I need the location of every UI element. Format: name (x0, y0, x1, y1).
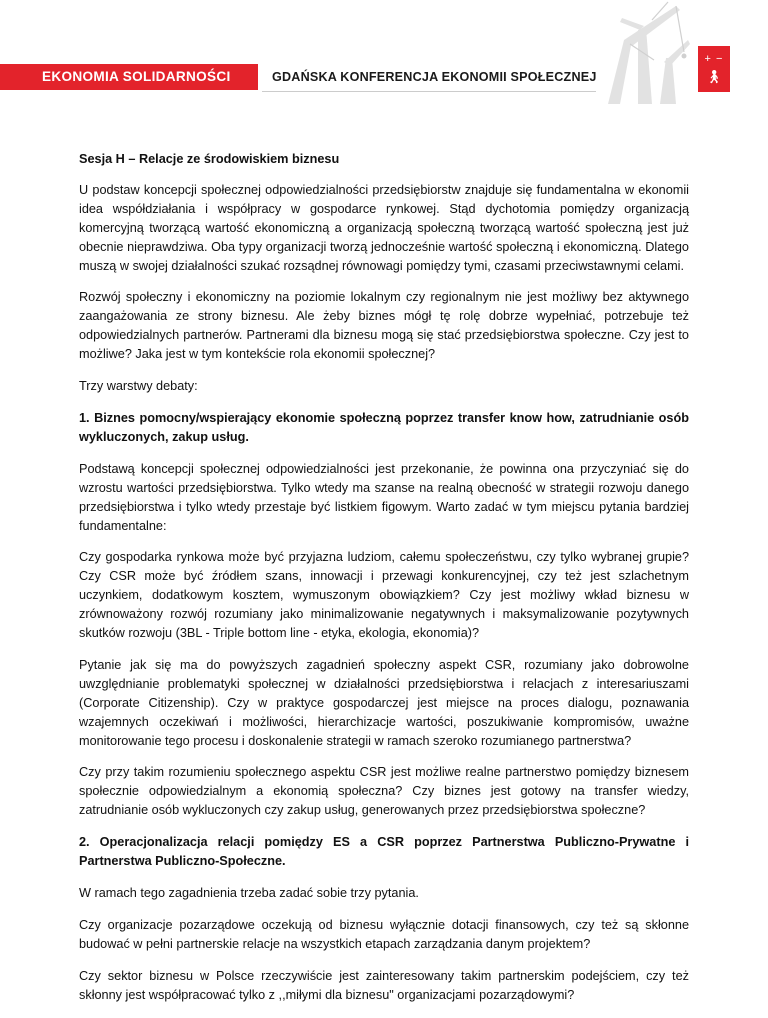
document-body (79, 150, 689, 1018)
page-header (0, 0, 768, 110)
paragraph-partnership: Czy przy takim rozumieniu społecznego aspektu CSR jest możliwe realne partnerstwo pomiędzy biznesem społecznie odpowiedzialnym a ekonomią społeczna? Czy biznes jest gotowy na transfer wiedzy, zatrudnianie osób wykluczonych czy zakup usług, generowanych przez przedsiębiorstwa społeczne? (79, 765, 689, 818)
brand-banner: EKONOMIA SOLIDARNOŚCI (0, 64, 258, 90)
conference-title: GDAŃSKA KONFERENCJA EKONOMII SPOŁECZNEJ (272, 70, 597, 84)
header-divider (262, 91, 596, 92)
paragraph-three-questions: W ramach tego zagadnienia trzeba zadać sobie trzy pytania. (79, 886, 419, 900)
paragraph-csr-basis: Podstawą koncepcji społecznej odpowiedzialności jest przekonanie, że powinna ona przyczyniać się do wzrostu wartości przedsiębiorstwa. Tylko wtedy ma szanse na realną obecność w strategii rozwoju danego przedsiębiorstwa i tylko wtedy przestaje być listkiem figowym. Warto zadać w tym miejscu pytania bardziej fundamentalne: (79, 461, 689, 533)
foundation-logo (698, 46, 730, 92)
shipyard-crane-graphic (580, 0, 700, 104)
paragraph-social-aspect: Pytanie jak się ma do powyższych zagadnień społeczny aspekt CSR, rozumiany jako dobrowolne uwzględnianie problematyki społecznej w działalności przedsiębiorstwa i relacjach z interesariuszami (Corporate Citizenship). Czy w praktyce gospodarczej jest miejsce na proces dialogu, poznawania wzajemnych oczekiwań i możliwości, hierarchizacje wartości, poszukiwanie kompromisów, uważne monitorowanie tego procesu i doskonalenie strategii w ramach szeroko rozumianego partnerstwa? (79, 657, 689, 748)
paragraph-ngo-question: Czy organizacje pozarządowe oczekują od biznesu wyłącznie dotacji finansowych, czy też są skłonne budować w pełni partnerskie relacje na wszystkich etapach zarządzania danym projektem? (79, 917, 689, 951)
paragraph-local-development: Rozwój społeczny i ekonomiczny na poziomie lokalnym czy regionalnym nie jest możliwy bez aktywnego zaangażowania ze strony biznesu. Ale żeby biznes mógł tę rolę dobrze wypełniać, potrzebuje też odpowiedzialnych partnerów. Partnerami dla biznesu mogą się stać przedsiębiorstwa społeczne. Czy jest to możliwe? Jaka jest w tym kontekście rola ekonomii społecznej? (79, 290, 689, 362)
paragraph-intro: U podstaw koncepcji społecznej odpowiedzialności przedsiębiorstw znajduje się fundamentalna w ekonomii idea współdziałania i współpracy w gospodarce rynkowej. Stąd dychotomia pomiędzy organizacją komercyjną tworzącą wartość ekonomiczną a organizacją społeczną tworzącą wartość społeczną jest już obecnie nieprawdziwa. Oba typy organizacji tworzą jednocześnie wartość społeczną i ekonomiczną. Dlatego muszą w swojej działalności szukać rozsądnej równowagi pomiędzy tymi, czasami przeciwstawnymi celami. (79, 182, 689, 273)
session-title: Sesja H – Relacje ze środowiskiem biznesu (79, 152, 340, 166)
plus-minus-icon: + − (704, 53, 724, 65)
paragraph-debate-layers: Trzy warstwy debaty: (79, 379, 198, 394)
section-heading-1: 1. Biznes pomocny/wspierający ekonomie społeczną poprzez transfer know how, zatrudnianie osób wykluczonych, zakup usług. (79, 410, 689, 444)
person-figure-icon: 🚶︎ (705, 69, 723, 84)
paragraph-market-questions: Czy gospodarka rynkowa może być przyjazna ludziom, całemu społeczeństwu, czy tylko wybranej grupie? Czy CSR może być źródłem szans, innowacji i przewagi konkurencyjnej, czy też jest szlachetnym uczynkiem, dodatkowym kosztem, wymuszonym obowiązkiem? Czy jest możliwy wkład biznesu w zrównoważony rozwój rozumiany jako minimalizowanie negatywnych i maksymalizowanie pozytywnych skutków rozwoju (3BL - Triple bottom line - etyka, ekologia, ekonomia)? (79, 550, 689, 641)
section-heading-2: 2. Operacjonalizacja relacji pomiędzy ES a CSR poprzez Partnerstwa Publiczno-Prywatne i Partnerstwa Publiczno-Społeczne. (79, 835, 689, 869)
paragraph-business-question: Czy sektor biznesu w Polsce rzeczywiście jest zainteresowany takim partnerskim podejściem, czy też skłonny jest współpracować tylko z ,,miłymi dla biznesu" organizacjami pozarządowymi? (79, 968, 689, 1002)
